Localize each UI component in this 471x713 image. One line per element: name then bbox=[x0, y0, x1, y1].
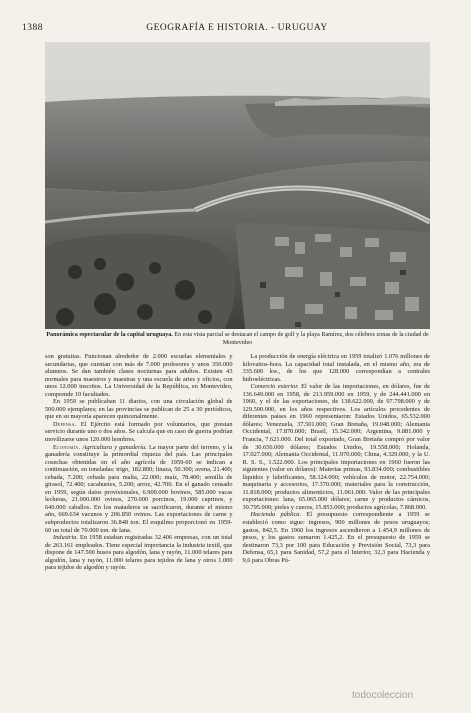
article-body bbox=[45, 353, 430, 698]
paragraph-text: El presupuesto correspondiente a 1959 se estableció como sigue: ingresos, 900 millones de pesos uruguayos; gastos, 842,5. En 1960 los ingresos ascendieron a 1.454,9 millones de pesos, y los gastos sumaron 1.425,2. En el presupuesto de 1959 se destinaron 73,3 por 100 para Educación y Previsión Social, 73,3 para Defensa, 65,1 para Sanidad, 57,2 para el Interior, 32,3 para Hacienda y 9,6 para Obras Pú- bbox=[242, 511, 430, 564]
caption-bold: Panorámica espectacular de la capital uruguaya. bbox=[46, 332, 173, 338]
subsection-heading: Industria. bbox=[53, 534, 78, 542]
paragraph bbox=[45, 421, 233, 444]
paragraph: En 1959 se publicaban 11 diarios, con una circulación global de 500.000 ejemplares; en las provincias se publican de 25 a 30 periódicos, que en su mayoría aparecen quincenalmente. bbox=[45, 398, 233, 421]
watermark: todocoleccion bbox=[352, 690, 414, 701]
paragraph: son gratuitas. Funcionan alrededor de 2.000 escuelas elementales y secundarias, que cuentan con más de 7.000 profesores y unos 350.000 alumnos. Se dan también clases nocturnas para adultos. Existen 43 normales para maestros y maestras y una escuela de artes y oficios, con unos 12.000 inscritos. La Universidad de la República, en Montevideo, comprende 10 facultades. bbox=[45, 353, 233, 398]
paragraph bbox=[243, 383, 431, 511]
paragraph-text: En 1958 estaban registradas 32.406 empresas, con un total de 263.161 empleados. Tiene especial importancia la industria textil, que dispone de 147.500 husos para algodón, lana y rayón, 11.000 telares para algodón, lana y rayón, 11.000 telares para tejidos de lana y otros 1.000 para tejidos de algodón y rayón. bbox=[45, 534, 233, 572]
left-column bbox=[45, 353, 233, 698]
running-header bbox=[22, 18, 452, 36]
subsection-heading: Comercio exterior. bbox=[250, 383, 299, 391]
paragraph bbox=[243, 511, 431, 564]
paragraph-text: La mayor parte del terreno, y la ganadería constituye la primordial riqueza del país. Las principales cosechas obtenidas en el año agrícola de 1959-60 se indican a continuación, en toneladas: trigo, 182.800; linaza, 50.300; avena, 21.400; cebada, 7.200; cebada para malta, 22.000; maíz, 78.400; semilla de girasol, 72.400; cacahuetes, 5.200; arroz, 42.700. En el ganado censado en 1959, según datos provisionales, 6.900.000 bovinos, 585.000 vacas lecheras, 21.000.000 ovinos, 270.000 porcinos, 19.000 caprinos, y 640.000 caballos. En los mataderos se sacrificaron, durante el mismo año, 669.634 vacunos y 206.850 ovinos. Las exportaciones de carne y subproductos totalizaron 36.848 ton. El esquilmo proporcionó en 1959-60 un total de 70.000 ton. de lana. bbox=[45, 443, 233, 534]
right-column bbox=[243, 353, 431, 698]
section-heading: Economía. bbox=[53, 443, 81, 451]
paragraph-text: El valor de las importaciones, en dólares, fue de 136.649.000 en 1958, de 213.959.000 en 1959, y de 244.441.000 en 1960, y el de las exportaciones, de 138.622.000, de 97.798.000 y de 129.500.000, en los años respectivos. Los artículos procedentes de diferentes países en 1960 representaron: Estados Unidos, 65.532.000 dólares; Venezuela, 37.501.000; Gran Bretaña, 19.048.000; Alemania Occidental, 17.870.000; Brasil, 15.342.000; Argentina, 9.881.000 y Francia, 7.621.000. Del total exportado, Gran Bretaña compró por valor de 30.656.000 dólares; Estados Unidos, 19.558.000; Holanda, 17.027.000; Alemania Occidental, 11.970.000; China, 4.329.000, y la U. R. S. S., 1.522.000. Los principales importaciones en 1960 fueron las siguientes (valor en dólares): Materias primas, 93.834.000; combustibles líquidos y lubrificantes, 58.324.000; vehículos de motor, 22.754.000; maquinaria y accesorios, 17.370.000; materiales para la construcción, 11.818.000; productos alimenticios, 11.061.000. Valor de las principales exportaciones: lana, 65.065.000 dólares; carne y productos cárnicos, 30.795.000; pieles y cueros, 15.853.000; productos agrícolas, 7.868.000. bbox=[242, 383, 430, 511]
caption-text: En esta vista parcial se destacan el campo de golf y la playa Ramírez, dos célebres zonas de la ciudad de Montevideo bbox=[172, 332, 429, 346]
section-heading: Defensa. bbox=[53, 420, 77, 428]
paragraph: La producción de energía eléctrica en 1959 totalizó 1.076 millones de kilovatios-hora. La capacidad total instalada, en el mismo año, era de 335.600 kw., de los que 128.000 correspondían a centrales hidroeléctricas. bbox=[242, 353, 430, 383]
photo-illustration bbox=[45, 42, 430, 329]
subsection-heading: Hacienda pública. bbox=[250, 511, 302, 519]
running-head-title: GEOGRAFÍA E HISTORIA. - URUGUAY bbox=[146, 23, 328, 33]
page-number: 1388 bbox=[22, 23, 43, 33]
paragraph-text: El Ejército está formado por voluntarios, que prestan servicio durante uno o dos años. Se calcula que en caso de guerra podrían movilizarse unos 120.000 hombres. bbox=[45, 420, 233, 444]
paragraph bbox=[45, 534, 233, 572]
subsection-heading: Agricultura y ganadería. bbox=[82, 443, 147, 451]
aerial-photo-montevideo bbox=[45, 42, 430, 329]
paragraph bbox=[45, 444, 233, 535]
photo-caption bbox=[45, 331, 430, 347]
